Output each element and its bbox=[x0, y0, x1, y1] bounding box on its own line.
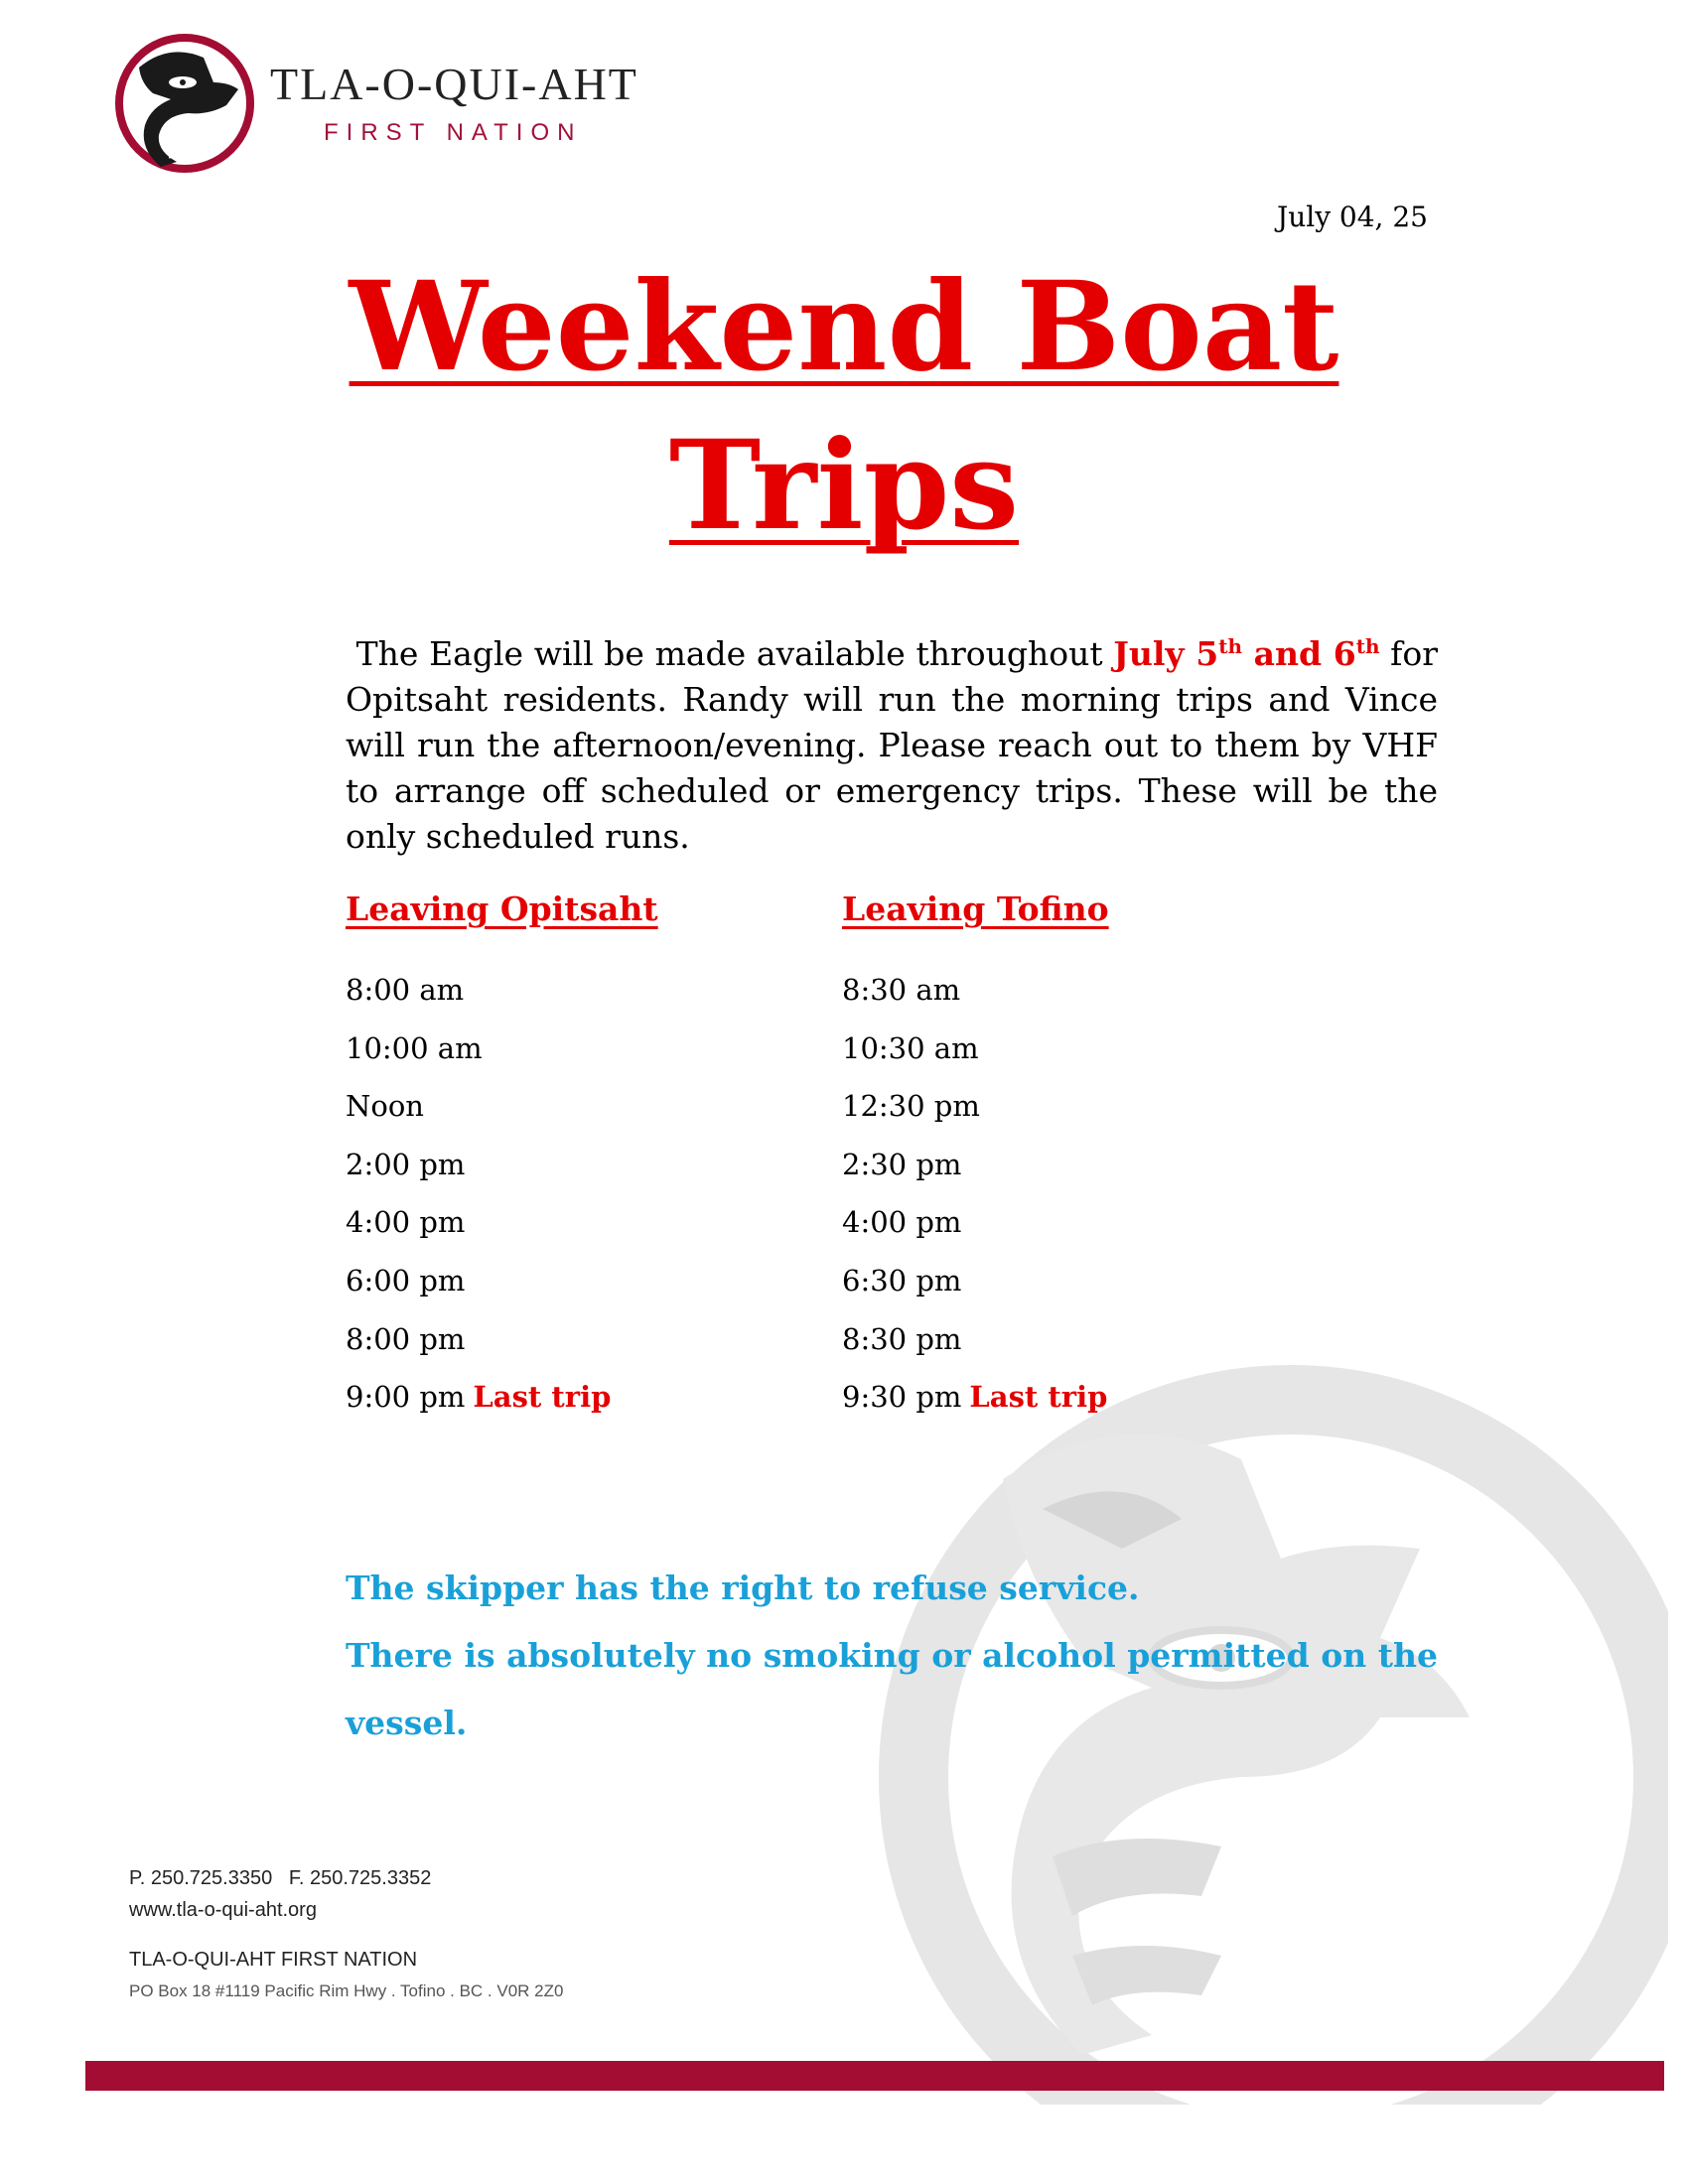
time-row: 4:00 pm bbox=[346, 1205, 466, 1240]
time-row: 12:30 pm bbox=[842, 1089, 980, 1124]
intro-sup-a: th bbox=[1218, 634, 1242, 658]
contact-phone-fax: P. 250.725.3350 F. 250.725.3352 bbox=[129, 1867, 432, 1889]
title-line-2: Trips bbox=[668, 414, 1020, 558]
heading-leaving-tofino: Leaving Tofino bbox=[842, 889, 1109, 928]
notice-block bbox=[346, 1555, 1438, 1757]
time-row: 8:00 am bbox=[346, 973, 465, 1007]
time-row-last bbox=[346, 1382, 611, 1440]
time-value: 9:00 pm bbox=[346, 1380, 466, 1415]
org-subtitle: FIRST NATION bbox=[324, 119, 583, 146]
footer-bar bbox=[85, 2061, 1664, 2091]
time-row: 2:30 pm bbox=[842, 1147, 962, 1181]
page-title bbox=[0, 248, 1688, 566]
intro-date-highlight bbox=[1113, 634, 1379, 673]
document-date: July 04, 25 bbox=[1277, 201, 1428, 233]
contact-address: PO Box 18 #1119 Pacific Rim Hwy . Tofino . BC . V0R 2Z0 bbox=[129, 1981, 564, 2000]
title-line-1: Weekend Boat bbox=[349, 255, 1339, 399]
tofino-times bbox=[842, 975, 1107, 1440]
time-row: 10:00 am bbox=[346, 1030, 483, 1065]
intro-text-start: The Eagle will be made available throughout bbox=[355, 634, 1114, 673]
intro-text-end: for Opitsaht residents. Randy will run the morning trips and Vince will run the afternoon/evening. Please reach out to them by VHF to arrange off scheduled or emergency trips. These will be the only scheduled runs. bbox=[346, 634, 1438, 856]
intro-paragraph bbox=[346, 623, 1438, 860]
opitsaht-times bbox=[346, 975, 611, 1440]
heading-leaving-opitsaht: Leaving Opitsaht bbox=[346, 889, 658, 928]
serpent-logo-icon bbox=[109, 28, 260, 179]
contact-website[interactable]: www.tla-o-qui-aht.org bbox=[129, 1899, 317, 1921]
time-row-last bbox=[842, 1382, 1107, 1440]
time-row: 8:00 pm bbox=[346, 1321, 466, 1356]
time-row: 8:30 pm bbox=[842, 1321, 962, 1356]
org-name: TLA-O-QUI-AHT bbox=[270, 59, 638, 109]
time-row: 6:00 pm bbox=[346, 1263, 466, 1297]
intro-date-a: July 5 bbox=[1113, 634, 1219, 673]
intro-sup-b: th bbox=[1355, 634, 1380, 658]
intro-date-b: and 6 bbox=[1242, 634, 1356, 673]
last-trip-label: Last trip bbox=[969, 1380, 1108, 1415]
time-row: 8:30 am bbox=[842, 973, 961, 1007]
time-row: 4:00 pm bbox=[842, 1205, 962, 1240]
time-value: 9:30 pm bbox=[842, 1380, 962, 1415]
time-row: Noon bbox=[346, 1089, 424, 1124]
time-row: 10:30 am bbox=[842, 1030, 979, 1065]
contact-org-name: TLA-O-QUI-AHT FIRST NATION bbox=[129, 1949, 418, 1971]
notice-refuse-service: The skipper has the right to refuse service. bbox=[346, 1569, 1140, 1607]
last-trip-label: Last trip bbox=[473, 1380, 612, 1415]
time-row: 2:00 pm bbox=[346, 1147, 466, 1181]
notice-no-smoking-alcohol: There is absolutely no smoking or alcohol permitted on the vessel. bbox=[346, 1636, 1438, 1742]
contact-block bbox=[129, 1862, 563, 2007]
time-row: 6:30 pm bbox=[842, 1263, 962, 1297]
